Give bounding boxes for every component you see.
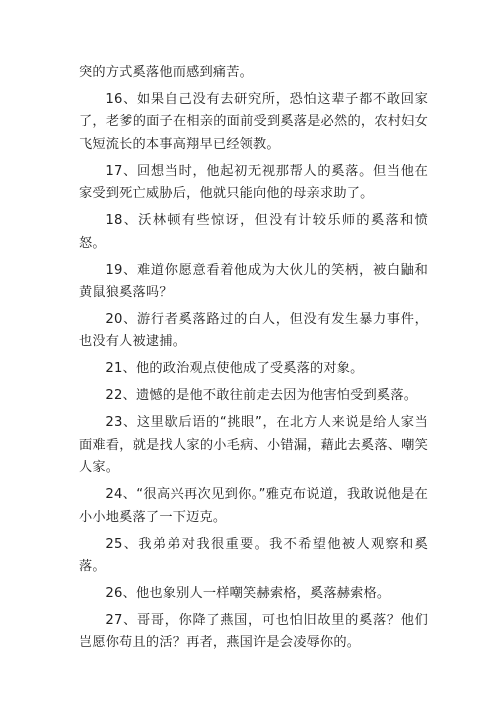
paragraph-24: 24、“很高兴再次见到你。”雅克布说道，我敢说他是在小小地奚落了一下迈克。	[79, 487, 428, 525]
paragraph-27: 27、哥哥，你降了燕国，可也怕旧故里的奚落？他们岂愿你苟且的活？再者，燕国许是会凌辱你的。	[79, 613, 428, 651]
paragraph-16: 16、如果自己没有去研究所，恐怕这辈子都不敢回家了，老爹的面子在相亲的面前受到奚落是必然的，农村妇女飞短流长的本事高翔早已经领教。	[79, 92, 428, 152]
paragraph-20: 20、游行者奚落路过的白人，但没有发生暴力事件，也没有人被逮捕。	[79, 312, 428, 350]
paragraph-23: 23、这里歇后语的“挑眼”，在北方人来说是给人家当面难看，就是找人家的小毛病、小错漏，藉此去奚落、嘲笑人家。	[79, 415, 428, 476]
paragraph-15-continuation: 突的方式奚落他而感到痛苦。	[79, 65, 254, 80]
paragraph-18: 18、沃林顿有些惊讶，但没有计较乐师的奚落和愤怒。	[79, 213, 428, 251]
paragraph-22: 22、遗憾的是他不敢往前走去因为他害怕受到奚落。	[105, 388, 418, 404]
paragraph-17: 17、回想当时，他起初无视那帮人的奚落。但当他在家受到死亡威胁后，他就只能向他的母亲求助了。	[79, 163, 428, 202]
paragraph-26: 26、他也象别人一样嘲笑赫索格，奚落赫索格。	[105, 586, 391, 602]
document-body	[79, 62, 428, 659]
paragraph-25: 25、我弟弟对我很重要。我不希望他被人观察和奚落。	[79, 536, 428, 575]
paragraph-19: 19、难道你愿意看着他成为大伙儿的笑柄，被白鼬和黄鼠狼奚落吗？	[79, 262, 428, 301]
paragraph-21: 21、他的政治观点使他成了受奚落的对象。	[105, 361, 364, 377]
